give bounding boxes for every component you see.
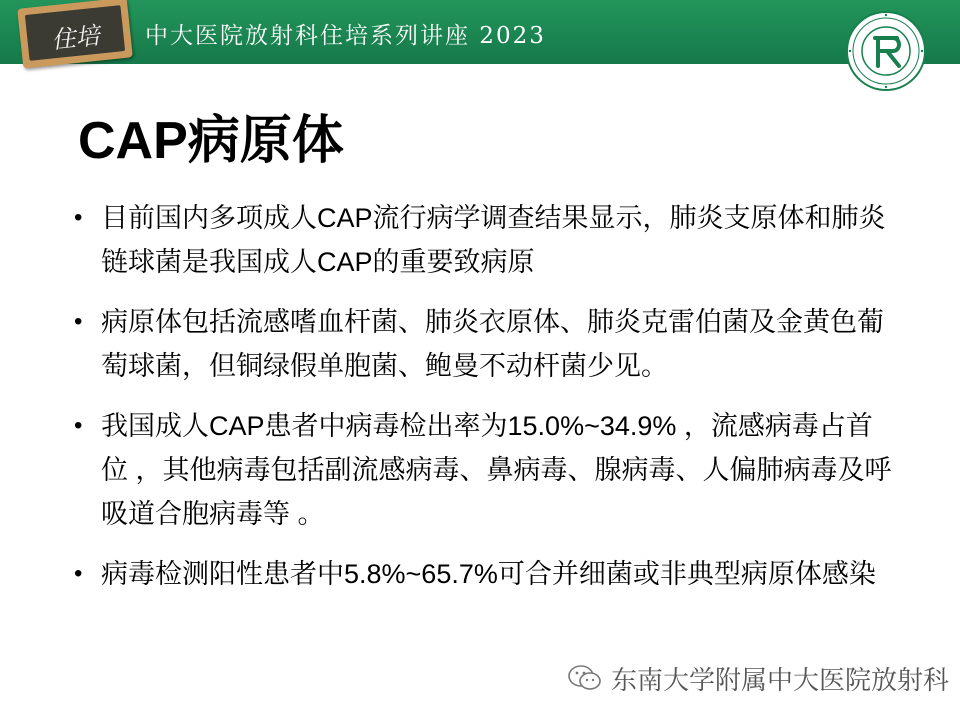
chalkboard-badge	[17, 0, 133, 69]
wechat-icon	[567, 664, 603, 692]
watermark-text: 东南大学附属中大医院放射科	[611, 664, 950, 695]
bullet-list	[74, 196, 894, 612]
bullet-text: 目前国内多项成人CAP流行病学调查结果显示，肺炎支原体和肺炎链球菌是我国成人CAP的重要致病原	[101, 203, 886, 277]
badge-text: 住培	[50, 21, 101, 55]
slide-title: CAP病原体	[78, 112, 344, 170]
bullet-dot: •	[74, 412, 83, 439]
bullet-text: 病毒检测阳性患者中5.8%~65.7%可合并细菌或非典型病原体感染	[101, 559, 876, 589]
watermark	[567, 660, 949, 696]
series-title: 中大医院放射科住培系列讲座 2023	[145, 23, 546, 49]
bullet-item	[74, 300, 894, 388]
hospital-seal-logo-icon	[845, 10, 927, 92]
bullet-item	[74, 196, 894, 284]
bullet-text: 病原体包括流感嗜血杆菌、肺炎衣原体、肺炎克雷伯菌及金黄色葡萄球菌，但铜绿假单胞菌、鲍曼不动杆菌少见。	[101, 307, 884, 381]
chalkboard-surface	[25, 5, 125, 61]
bullet-item	[74, 552, 894, 596]
bullet-dot: •	[74, 308, 83, 335]
bullet-text: 我国成人CAP患者中病毒检出率为15.0%~34.9% ，流感病毒占首位 ，其他病毒包括副流感病毒、鼻病毒、腺病毒、人偏肺病毒及呼吸道合胞病毒等 。	[101, 411, 892, 529]
bullet-item	[74, 404, 894, 536]
bullet-dot: •	[74, 560, 83, 587]
bullet-dot: •	[74, 204, 83, 231]
